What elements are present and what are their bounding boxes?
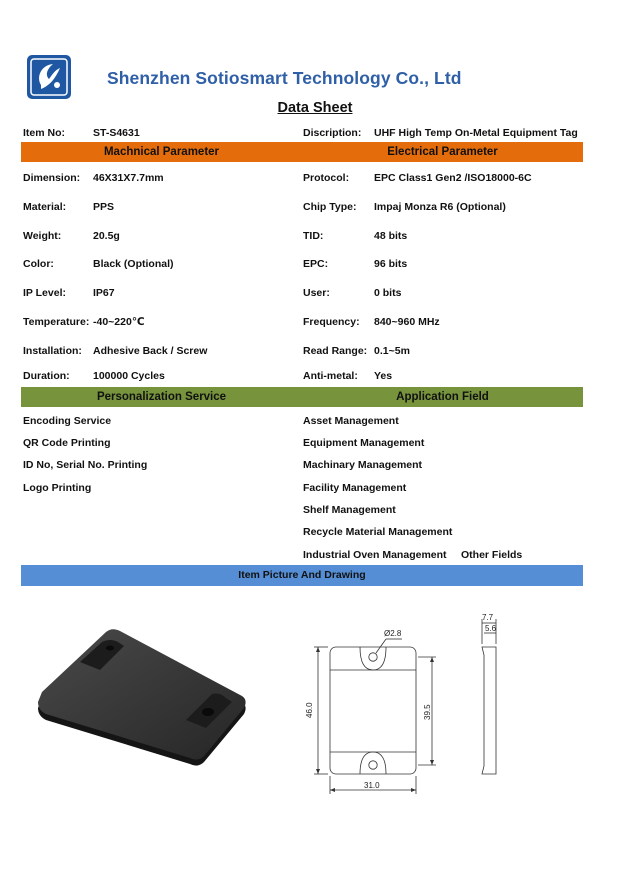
doc-title (0, 100, 630, 116)
mechanical-label: Duration: (23, 370, 70, 382)
electrical-value: 48 bits (374, 230, 408, 242)
electrical-label: TID: (303, 230, 324, 242)
description-value: UHF High Temp On-Metal Equipment Tag (374, 127, 578, 139)
hole-diameter-label: Ø2.8 (384, 629, 402, 638)
item-no-label: Item No: (23, 127, 65, 139)
mechanical-value: -40~220℃ (93, 316, 145, 328)
item-no-value: ST-S4631 (93, 127, 140, 139)
item-picture-heading: Item Picture And Drawing (238, 569, 366, 581)
electrical-parameter-heading: Electrical Parameter (387, 146, 498, 158)
height-label: 46.0 (305, 702, 314, 718)
service-header-bar (21, 387, 583, 407)
electrical-value: 0 bits (374, 287, 402, 299)
mechanical-label: Color: (23, 258, 54, 270)
application-item: Asset Management (303, 415, 399, 427)
tag-front-outline (330, 647, 416, 774)
parameter-header-bar (21, 142, 583, 162)
mechanical-value: IP67 (93, 287, 115, 299)
thickness-inner-label: 5.6 (485, 624, 497, 633)
mechanical-label: Temperature: (23, 316, 90, 328)
mechanical-value: PPS (93, 201, 115, 213)
service-item: Encoding Service (23, 415, 112, 427)
thickness-label: 7.7 (482, 613, 494, 622)
mechanical-value: Adhesive Back / Screw (93, 345, 208, 357)
electrical-value: 96 bits (374, 258, 408, 270)
personalization-service-heading: Personalization Service (96, 391, 227, 403)
bottom-hole (369, 761, 377, 769)
service-item: ID No, Serial No. Printing (23, 459, 148, 471)
description-label: Discription: (303, 127, 362, 139)
technical-drawing (300, 606, 510, 796)
mechanical-label: Material: (23, 201, 67, 213)
mechanical-value: Black (Optional) (93, 258, 174, 270)
electrical-value: Yes (374, 370, 393, 382)
application-item: Facility Management (303, 482, 407, 494)
application-item: Equipment Management (303, 437, 425, 449)
electrical-label: Read Range: (303, 345, 368, 357)
mechanical-value: 46X31X7.7mm (93, 172, 164, 184)
application-item: Shelf Management (303, 504, 396, 516)
electrical-label: Anti-metal: (303, 370, 358, 382)
mechanical-label: Installation: (23, 345, 82, 357)
top-hole (369, 653, 377, 661)
product-photo (36, 628, 251, 778)
electrical-label: Chip Type: (303, 201, 357, 213)
mechanical-parameter-heading: Machnical Parameter (103, 146, 220, 158)
tag-side-outline (482, 647, 496, 774)
application-field-heading: Application Field (396, 391, 489, 403)
picture-header-bar (21, 565, 583, 586)
service-item: QR Code Printing (23, 437, 111, 449)
application-item-other: Other Fields (461, 549, 523, 561)
electrical-label: Frequency: (303, 316, 360, 328)
service-item: Logo Printing (23, 482, 92, 494)
inner-height-label: 39.5 (423, 704, 432, 720)
doc-title-text: Data Sheet (277, 100, 353, 116)
mechanical-label: Dimension: (23, 172, 81, 184)
mechanical-value: 20.5g (93, 230, 120, 242)
company-name: Shenzhen Sotiosmart Technology Co., Ltd (107, 68, 462, 88)
application-item: Industrial Oven Management (303, 549, 447, 561)
mechanical-label: IP Level: (23, 287, 66, 299)
electrical-value: Impaj Monza R6 (Optional) (374, 201, 506, 213)
width-label: 31.0 (364, 781, 380, 790)
electrical-label: EPC: (303, 258, 329, 270)
application-item: Machinary Management (303, 459, 423, 471)
electrical-value: 840~960 MHz (374, 316, 440, 328)
mechanical-value: 100000 Cycles (93, 370, 165, 382)
company-logo-icon (27, 55, 71, 99)
electrical-value: EPC Class1 Gen2 /ISO18000-6C (374, 172, 532, 184)
application-item: Recycle Material Management (303, 526, 453, 538)
electrical-value: 0.1~5m (374, 345, 410, 357)
electrical-label: User: (303, 287, 330, 299)
electrical-label: Protocol: (303, 172, 350, 184)
mechanical-label: Weight: (23, 230, 62, 242)
